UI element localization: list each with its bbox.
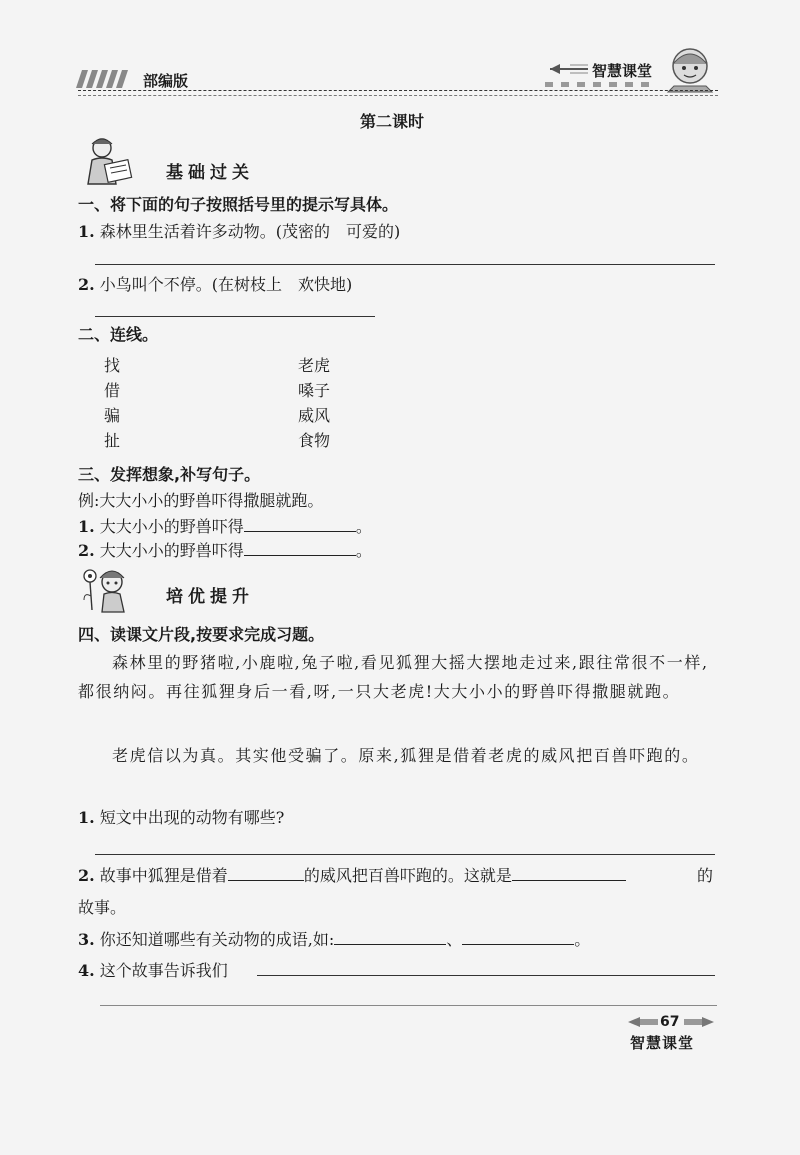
header-divider-secondary bbox=[78, 95, 718, 96]
mascot-girl-icon bbox=[664, 44, 720, 94]
match-right-item[interactable]: 老虎 bbox=[298, 356, 331, 375]
fill-blank[interactable] bbox=[244, 539, 356, 556]
match-left-column bbox=[104, 353, 120, 453]
header-stripes-decoration bbox=[76, 70, 132, 88]
reading-paragraph-1: 森林里的野猪啦,小鹿啦,兔子啦,看见狐狸大摇大摆地走过来,跟往常很不一样,都很纳闷。再往狐狸身后一看,呀,一只大老虎!大大小小的野兽吓得撒腿就跑。 bbox=[78, 653, 709, 701]
reading-paragraph-2: 老虎信以为真。其实他受骗了。原来,狐狸是借着老虎的威风把百兽吓跑的。 bbox=[112, 746, 700, 765]
match-right-item[interactable]: 嗓子 bbox=[298, 381, 331, 400]
match-left-item[interactable]: 骗 bbox=[104, 406, 121, 425]
match-right-item[interactable]: 食物 bbox=[298, 431, 331, 450]
question-1-item-2: 2. 小鸟叫个不停。(在树枝上 欢快地) bbox=[78, 275, 353, 294]
answer-line-1-1[interactable] bbox=[95, 264, 715, 265]
header-brand: 智慧课堂 bbox=[592, 62, 653, 80]
question-1-item-1: 1. 森林里生活着许多动物。(茂密的 可爱的) bbox=[78, 222, 401, 241]
page-number: 67 bbox=[660, 1014, 680, 1030]
question-3-example: 例:大大小小的野兽吓得撒腿就跑。 bbox=[78, 491, 324, 510]
match-right-item[interactable]: 威风 bbox=[298, 406, 331, 425]
lesson-title: 第二课时 bbox=[360, 112, 425, 131]
fill-blank[interactable] bbox=[462, 928, 574, 945]
fill-blank[interactable] bbox=[244, 515, 356, 532]
question-4-item-3: 3. 你还知道哪些有关动物的成语,如: 、 。 bbox=[78, 930, 591, 949]
section-basic-title: 基础过关 bbox=[166, 163, 254, 183]
question-4-item-1: 1. 短文中出现的动物有哪些? bbox=[78, 808, 285, 827]
question-3-item-2: 2. 大大小小的野兽吓得 。 bbox=[78, 541, 372, 560]
question-2-heading: 二、连线。 bbox=[78, 325, 159, 344]
question-4-item-4: 4. 这个故事告诉我们 bbox=[78, 961, 228, 980]
answer-line-4-1[interactable] bbox=[95, 854, 715, 855]
fill-blank[interactable] bbox=[334, 928, 446, 945]
header-dots-decoration bbox=[545, 82, 665, 88]
match-left-item[interactable]: 借 bbox=[104, 381, 121, 400]
question-4-item-2-continued: 故事。 bbox=[78, 898, 127, 917]
match-left-item[interactable]: 找 bbox=[104, 356, 121, 375]
section-advanced-title: 培优提升 bbox=[166, 587, 254, 607]
question-1-heading: 一、将下面的句子按照括号里的提示写具体。 bbox=[78, 195, 399, 214]
footer-brand: 智慧课堂 bbox=[630, 1034, 695, 1052]
girl-with-flower-icon bbox=[80, 566, 132, 614]
edition-label: 部编版 bbox=[143, 72, 189, 90]
fill-blank[interactable] bbox=[512, 864, 626, 881]
match-left-item[interactable]: 扯 bbox=[104, 431, 121, 450]
header-divider bbox=[78, 90, 718, 91]
question-3-heading: 三、发挥想象,补写句子。 bbox=[78, 465, 261, 484]
question-4-heading: 四、读课文片段,按要求完成习题。 bbox=[78, 625, 325, 644]
arrow-right-icon bbox=[684, 1016, 714, 1028]
question-4-item-2-tail: 的 bbox=[697, 866, 714, 885]
match-right-column bbox=[298, 353, 330, 453]
answer-line-4-4[interactable] bbox=[257, 975, 715, 976]
question-4-item-2: 2. 故事中狐狸是借着 的威风把百兽吓跑的。这就是 bbox=[78, 863, 626, 886]
arrow-left-icon bbox=[628, 1016, 658, 1028]
answer-line-1-2[interactable] bbox=[95, 316, 375, 317]
arrow-left-icon bbox=[548, 62, 590, 76]
footer-divider bbox=[100, 1005, 717, 1006]
question-3-item-1: 1. 大大小小的野兽吓得 。 bbox=[78, 517, 372, 536]
student-writing-icon bbox=[80, 134, 136, 188]
fill-blank[interactable] bbox=[228, 864, 304, 881]
